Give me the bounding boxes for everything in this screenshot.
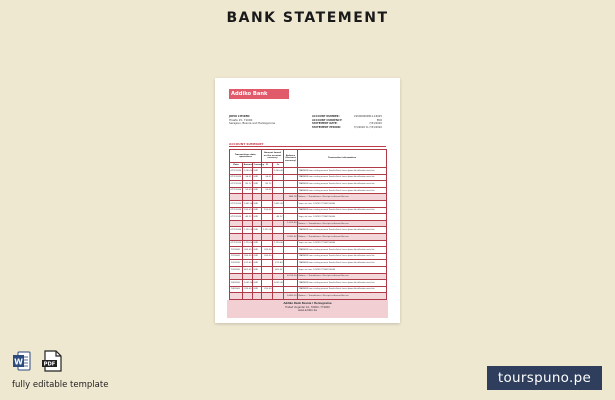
table-row bbox=[230, 280, 387, 287]
row-debit bbox=[262, 266, 273, 273]
row-amount: 40.12 bbox=[243, 214, 253, 221]
table-row bbox=[230, 227, 387, 234]
account-number-value: 220000000811-16025 bbox=[354, 115, 382, 118]
row-amount: 1,112.20 bbox=[243, 227, 253, 234]
row-balance: 1,202.40 bbox=[284, 220, 298, 227]
row-description: Balance - / Transaktionen / Receipts in Account Ebu sou bbox=[298, 293, 387, 300]
row-amount: 1,110.00 bbox=[243, 240, 253, 247]
brand-badge[interactable]: tourspuno.pe bbox=[487, 366, 602, 390]
row-description: Balance - / Transaktionen / Receipts in Account Ebu sou bbox=[298, 220, 387, 227]
row-amount: 511.60 bbox=[243, 260, 253, 267]
row-currency bbox=[253, 273, 262, 280]
account-block bbox=[312, 115, 382, 129]
row-date: 07/1/2020 bbox=[230, 187, 243, 194]
header-credit: Cr bbox=[273, 163, 284, 168]
row-credit: 40.12 bbox=[273, 214, 284, 221]
row-currency: EUR bbox=[253, 214, 262, 221]
row-balance bbox=[284, 207, 298, 214]
row-date: 7/3/2020 bbox=[230, 260, 243, 267]
row-amount: 50.00 bbox=[243, 187, 253, 194]
row-description: TRANSFER from existing account Transfer/Ident Lorem Ipsum Identification accts bla bbox=[298, 181, 387, 188]
row-description: TRANSFER from existing account Transfer/Ident Lorem Ipsum Identification accts bla bbox=[298, 253, 387, 260]
row-date bbox=[230, 273, 243, 280]
row-date: 07/1/2020 bbox=[230, 174, 243, 181]
row-debit: 82.12 bbox=[262, 181, 273, 188]
page-title: BANK STATEMENT bbox=[226, 10, 389, 26]
row-amount: 2,200.00 bbox=[243, 168, 253, 175]
table-row bbox=[230, 207, 387, 214]
row-credit bbox=[273, 220, 284, 227]
section-divider bbox=[229, 146, 386, 147]
row-debit bbox=[262, 260, 273, 267]
row-currency: EUR bbox=[253, 181, 262, 188]
footer-bank-name: Addiko Bank Bosnia i Herzegovina bbox=[283, 302, 332, 305]
row-currency: EUR bbox=[253, 247, 262, 254]
header-currency: Currency bbox=[253, 163, 265, 166]
row-description: TRANSFER from existing account Transfer/Ident Lorem Ipsum Identification accts bla bbox=[298, 280, 387, 287]
row-date: 07/1/2020 bbox=[230, 200, 243, 207]
row-date: 7/4/2020 bbox=[230, 286, 243, 293]
row-debit: 200.00 bbox=[262, 247, 273, 254]
customer-block bbox=[229, 115, 299, 126]
row-description: Super site time 1.097012771001190000 bbox=[298, 214, 387, 221]
table-row bbox=[230, 253, 387, 260]
account-currency-value: EUR bbox=[376, 118, 382, 122]
bank-logo: Addiko Bank bbox=[229, 89, 289, 99]
row-currency: EUR bbox=[253, 174, 262, 181]
row-amount: 200.00 bbox=[243, 253, 253, 260]
row-date: 07/1/2020 bbox=[230, 181, 243, 188]
row-balance bbox=[284, 200, 298, 207]
row-credit bbox=[273, 174, 284, 181]
row-date: 7/2/2020 bbox=[230, 247, 243, 254]
row-debit: 150.00 bbox=[262, 207, 273, 214]
row-credit: 2,200.00 bbox=[273, 168, 284, 175]
table-row bbox=[230, 214, 387, 221]
table-row bbox=[230, 168, 387, 175]
row-balance bbox=[284, 266, 298, 273]
row-currency: EUR bbox=[253, 227, 262, 234]
row-balance bbox=[284, 253, 298, 260]
row-balance bbox=[284, 187, 298, 194]
header-transaction-info: Transaction information bbox=[298, 150, 387, 168]
table-row bbox=[230, 273, 387, 280]
row-amount: 1,901.00 bbox=[243, 200, 253, 207]
row-debit: 200.00 bbox=[262, 253, 273, 260]
row-debit bbox=[262, 233, 273, 240]
row-date: 07/1/2020 bbox=[230, 214, 243, 221]
table-row bbox=[230, 233, 387, 240]
table-row bbox=[230, 220, 387, 227]
row-credit bbox=[273, 181, 284, 188]
customer-name: JOHN CITIZEN bbox=[229, 114, 250, 118]
row-description: Balance - / Transaktionen / Receipts in Account Ebu sou bbox=[298, 194, 387, 201]
row-credit bbox=[273, 273, 284, 280]
word-icon-letter: W bbox=[14, 357, 23, 367]
row-debit bbox=[262, 194, 273, 201]
customer-address-line1: Hrasfe 15, 71000 bbox=[229, 117, 253, 122]
row-balance bbox=[284, 240, 298, 247]
row-description: TRANSFER from existing account Transfer/Ident Lorem Ipsum Identification accts bla bbox=[298, 260, 387, 267]
row-currency: EUR bbox=[253, 253, 262, 260]
row-debit: 56.01 bbox=[262, 174, 273, 181]
statement-date-value: 7/31/2020 bbox=[369, 122, 382, 126]
row-credit bbox=[273, 194, 284, 201]
row-description: Balance - / Transaktionen / Receipts in Account Ebu sou bbox=[298, 273, 387, 280]
row-amount bbox=[243, 233, 253, 240]
row-balance: 2,581.62 bbox=[284, 233, 298, 240]
row-credit: 511.60 bbox=[273, 260, 284, 267]
statement-period-label: STATEMENT PERIOD: bbox=[312, 125, 341, 129]
row-credit: 401.02 bbox=[273, 266, 284, 273]
row-date: 7/3/2020 bbox=[230, 266, 243, 273]
row-balance: 4,700.00 bbox=[284, 273, 298, 280]
row-credit bbox=[273, 207, 284, 214]
header-debit: D bbox=[262, 163, 273, 168]
row-debit bbox=[262, 214, 273, 221]
row-currency: EUR bbox=[253, 286, 262, 293]
row-debit bbox=[262, 240, 273, 247]
table-row bbox=[230, 293, 387, 300]
row-amount: 150.00 bbox=[243, 207, 253, 214]
row-amount bbox=[243, 220, 253, 227]
table-row bbox=[230, 247, 387, 254]
word-icon bbox=[13, 351, 31, 371]
row-credit bbox=[273, 233, 284, 240]
row-balance bbox=[284, 214, 298, 221]
editable-caption: fully editable template bbox=[12, 380, 109, 390]
row-credit bbox=[273, 227, 284, 234]
row-date bbox=[230, 220, 243, 227]
footer-address: Trabet Ungaider 10, 76000, 774000 bbox=[285, 305, 330, 309]
row-balance: 5,481.00 bbox=[284, 293, 298, 300]
pdf-icon-label: PDF bbox=[43, 361, 56, 368]
row-debit bbox=[262, 280, 273, 287]
account-number-label: ACCOUNT NUMBER: bbox=[312, 115, 340, 118]
row-debit bbox=[262, 220, 273, 227]
table-row bbox=[230, 266, 387, 273]
row-balance bbox=[284, 181, 298, 188]
row-balance bbox=[284, 227, 298, 234]
statement-period-value: 7/1/2020 to 7/31/2020 bbox=[353, 125, 382, 129]
row-date: 07/1/2020 bbox=[230, 207, 243, 214]
row-amount bbox=[243, 273, 253, 280]
table-row bbox=[230, 187, 387, 194]
row-balance bbox=[284, 286, 298, 293]
row-currency bbox=[253, 220, 262, 227]
row-description: TRANSFER from existing account Transfer/Ident Lorem Ipsum Identification accts bla bbox=[298, 227, 387, 234]
row-balance bbox=[284, 247, 298, 254]
row-currency: EUR bbox=[253, 266, 262, 273]
row-description: TRANSFER from existing account Transfer/Ident Lorem Ipsum Identification accts bla bbox=[298, 187, 387, 194]
row-currency: EUR bbox=[253, 260, 262, 267]
row-debit: 1,112.20 bbox=[262, 227, 273, 234]
table-row bbox=[230, 260, 387, 267]
row-credit bbox=[273, 286, 284, 293]
account-currency-label: ACCOUNT CURRENCY: bbox=[312, 118, 343, 122]
row-currency bbox=[253, 293, 262, 300]
row-date: 07/1/2020 bbox=[230, 227, 243, 234]
header-balance: Balance (Account currency) bbox=[284, 150, 298, 168]
row-date bbox=[230, 194, 243, 201]
row-credit: 1,110.00 bbox=[273, 240, 284, 247]
row-currency: EUR bbox=[253, 187, 262, 194]
header-amount: Amount bbox=[243, 163, 253, 166]
row-description: TRANSFER from existing account Transfer/Ident Lorem Ipsum Identification accts bla bbox=[298, 207, 387, 214]
row-currency bbox=[253, 194, 262, 201]
table-row bbox=[230, 240, 387, 247]
row-credit: 1,901.00 bbox=[273, 200, 284, 207]
table-row bbox=[230, 181, 387, 188]
row-currency: EUR bbox=[253, 207, 262, 214]
row-balance bbox=[284, 168, 298, 175]
table-row bbox=[230, 200, 387, 207]
row-debit: 220.00 bbox=[262, 286, 273, 293]
header-date: Date bbox=[230, 163, 243, 168]
row-amount: 220.00 bbox=[243, 286, 253, 293]
row-date: 07/1/2020 bbox=[230, 240, 243, 247]
transactions-body bbox=[230, 168, 387, 300]
statement-document bbox=[215, 78, 400, 323]
row-amount: 82.12 bbox=[243, 181, 253, 188]
header-transactions-group: Transactions date, operations bbox=[230, 150, 262, 163]
customer-address-line2: Sarajevo, Bosnia and Herzegovina bbox=[229, 121, 276, 126]
row-amount: 1,001.00 bbox=[243, 280, 253, 287]
row-debit bbox=[262, 293, 273, 300]
row-date: 7/2/2020 bbox=[230, 253, 243, 260]
row-credit bbox=[273, 187, 284, 194]
account-summary-title: ACCOUNT SUMMARY bbox=[229, 142, 264, 146]
row-currency: EUR bbox=[253, 200, 262, 207]
row-date: 7/4/2020 bbox=[230, 280, 243, 287]
row-amount: 56.01 bbox=[243, 174, 253, 181]
row-date: 07/1/2020 bbox=[230, 168, 243, 175]
row-credit bbox=[273, 253, 284, 260]
row-debit bbox=[262, 273, 273, 280]
transactions-table bbox=[229, 149, 387, 300]
statement-date-label: STATEMENT DATE: bbox=[312, 122, 338, 126]
header-amount-group: Amount based on the account currency bbox=[262, 150, 284, 163]
row-credit: 1,001.00 bbox=[273, 280, 284, 287]
row-amount: 401.02 bbox=[243, 266, 253, 273]
row-amount bbox=[243, 293, 253, 300]
row-description: Super site time 1.097012771001190000 bbox=[298, 266, 387, 273]
row-balance bbox=[284, 174, 298, 181]
statement-footer bbox=[227, 300, 388, 318]
footer-website: www.addiko.ba bbox=[298, 309, 317, 313]
row-credit bbox=[273, 247, 284, 254]
row-description: Super site time 1.097012771001190000 bbox=[298, 200, 387, 207]
table-row bbox=[230, 194, 387, 201]
row-currency: EUR bbox=[253, 240, 262, 247]
row-amount: 200.00 bbox=[243, 247, 253, 254]
row-balance: 886.78 bbox=[284, 194, 298, 201]
row-debit bbox=[262, 200, 273, 207]
row-balance bbox=[284, 280, 298, 287]
row-debit bbox=[262, 168, 273, 175]
row-description: TRANSFER from existing account Transfer/Ident Lorem Ipsum Identification accts bla bbox=[298, 168, 387, 175]
table-row bbox=[230, 174, 387, 181]
row-balance bbox=[284, 260, 298, 267]
row-description: Balance - / Transaktionen / Receipts in Account Ebu sou bbox=[298, 233, 387, 240]
row-description: TRANSFER from existing account Transfer/Ident Lorem Ipsum Identification accts bla bbox=[298, 174, 387, 181]
row-amount bbox=[243, 194, 253, 201]
row-debit: 50.00 bbox=[262, 187, 273, 194]
table-row bbox=[230, 286, 387, 293]
row-description: TRANSFER from existing account Transfer/Ident Lorem Ipsum Identification accts bla bbox=[298, 286, 387, 293]
row-credit bbox=[273, 293, 284, 300]
row-description: TRANSFER from existing account Transfer/Ident Lorem Ipsum Identification accts bla bbox=[298, 247, 387, 254]
row-date bbox=[230, 233, 243, 240]
row-date bbox=[230, 293, 243, 300]
row-currency: EUR bbox=[253, 168, 262, 175]
row-currency bbox=[253, 233, 262, 240]
pdf-icon bbox=[41, 350, 63, 372]
row-description: Super site time 1.097012771001190000 bbox=[298, 240, 387, 247]
row-currency: EUR bbox=[253, 280, 262, 287]
